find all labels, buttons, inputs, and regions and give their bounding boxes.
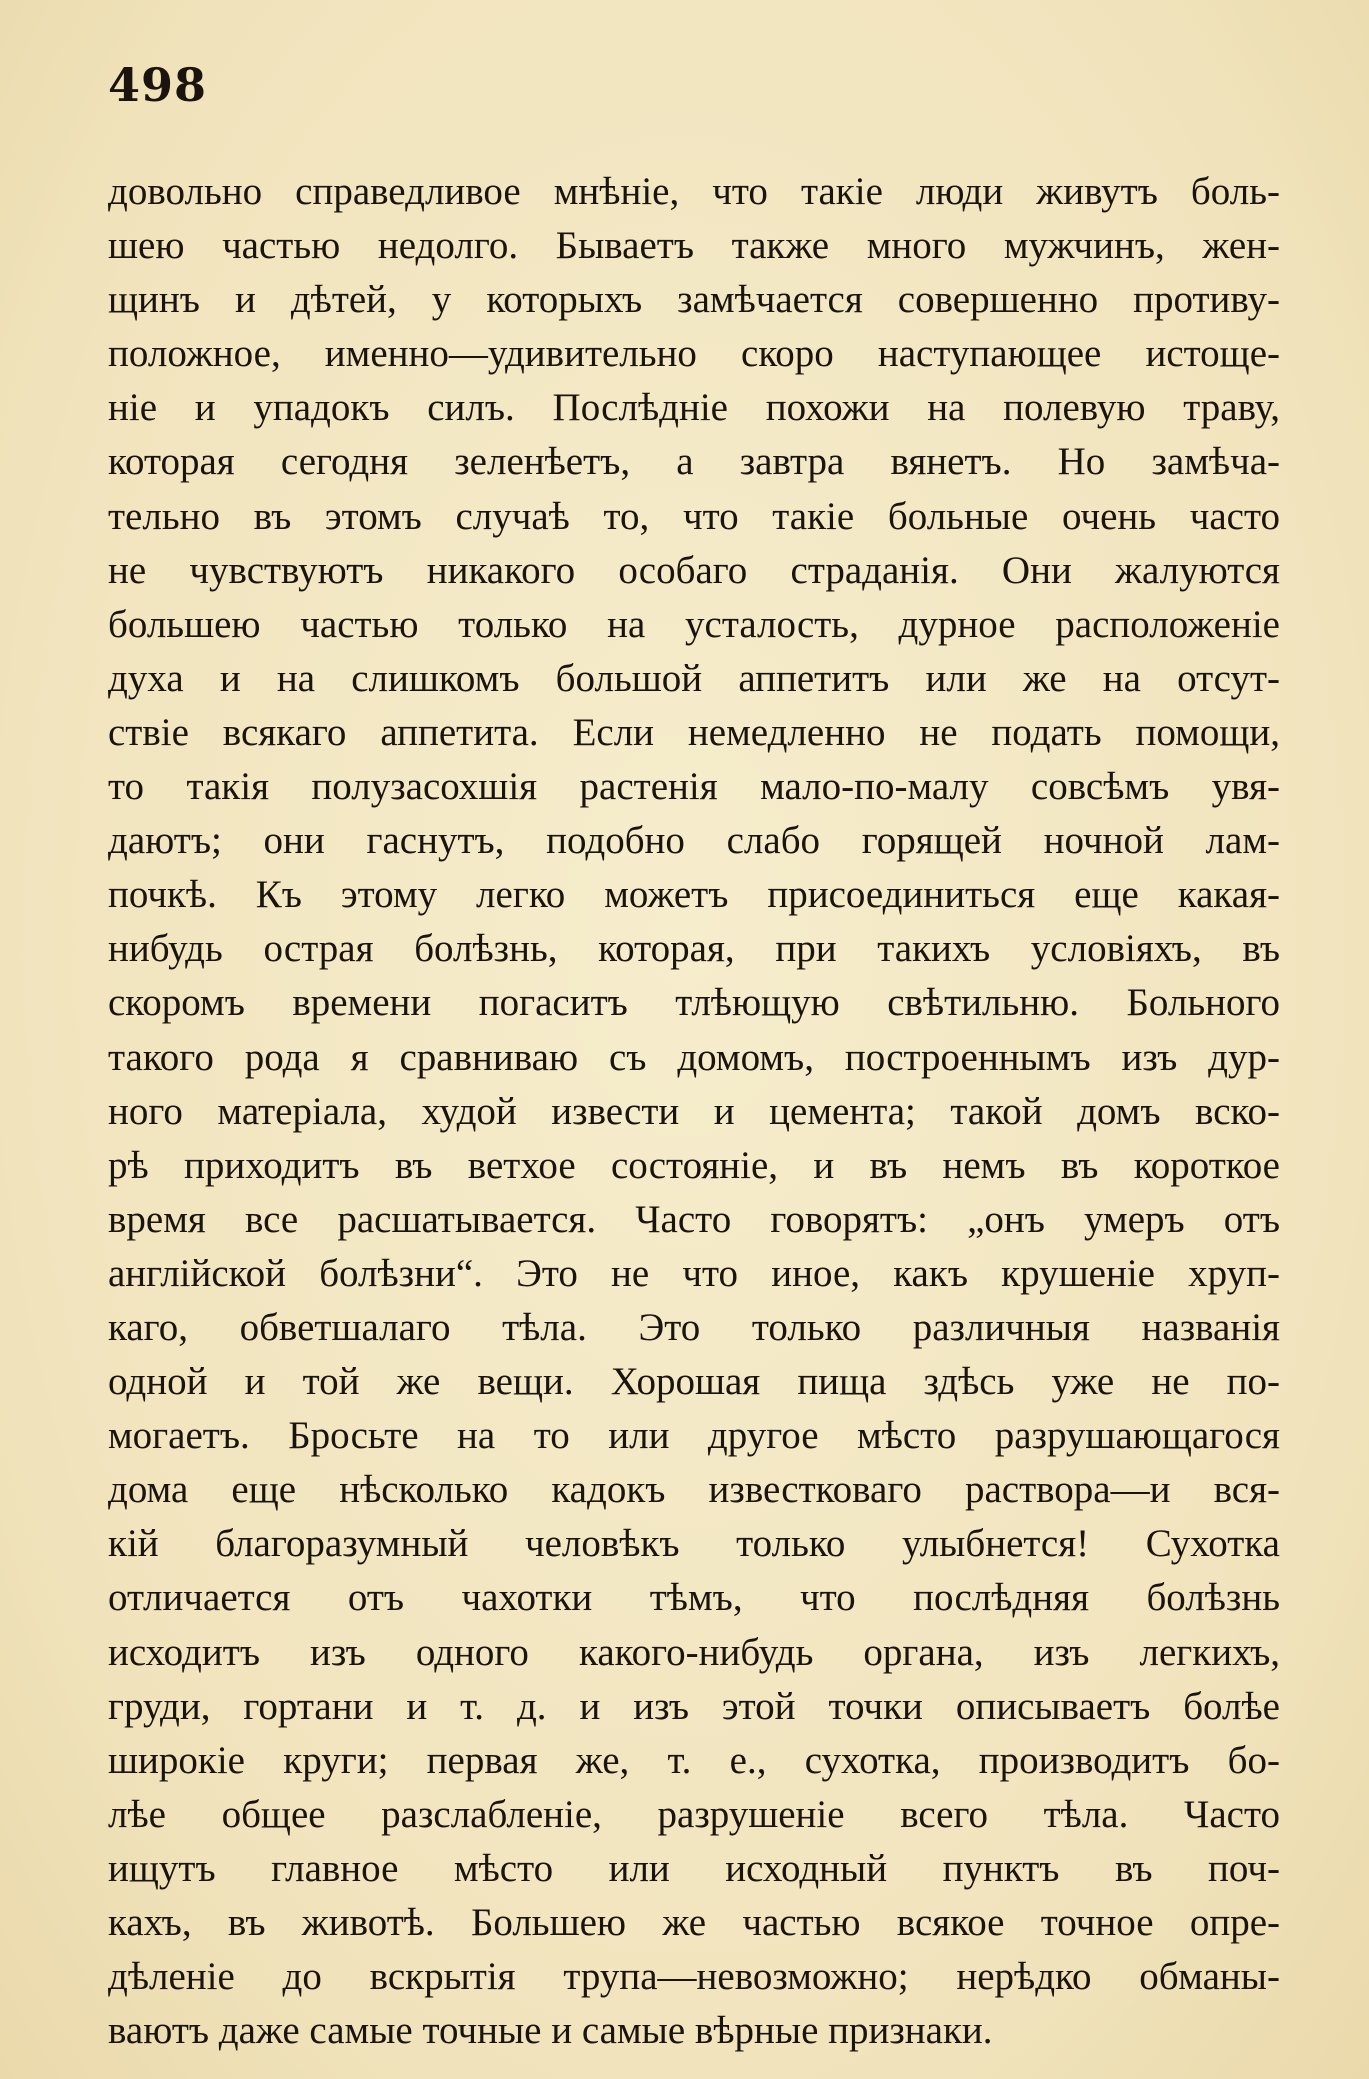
text-line: шею частью недолго. Бываетъ также много мужчинъ, жен- xyxy=(108,224,1280,268)
text-line: довольно справедливое мнѣніе, что такіе люди живутъ боль- xyxy=(108,170,1280,213)
text-line: кій благоразумный человѣкъ только улыбнется! Сухотка xyxy=(108,1522,1280,1566)
text-line: отличается отъ чахотки тѣмъ, что послѣдняя болѣзнь xyxy=(108,1576,1280,1620)
text-line: лѣе общее разслабленіе, разрушеніе всего тѣла. Часто xyxy=(108,1792,1280,1836)
text-line: груди, гортани и т. д. и изъ этой точки описываетъ болѣе xyxy=(108,1684,1280,1728)
text-line: ствіе всякаго аппетита. Если немедленно не подать помощи, xyxy=(108,710,1280,754)
text-line: большею частью только на усталость, дурное расположеніе xyxy=(108,602,1280,646)
text-line: духа и на слишкомъ большой аппетитъ или же на отсут- xyxy=(108,656,1280,700)
text-line: то такія полузасохшія растенія мало-по-малу совсѣмъ увя- xyxy=(108,765,1280,809)
text-line: время все расшатывается. Часто говорятъ: „онъ умеръ отъ xyxy=(108,1197,1280,1241)
text-line: дома еще нѣсколько кадокъ известковаго раствора—и вся- xyxy=(108,1468,1280,1512)
text-line: широкіе круги; первая же, т. е., сухотка, производитъ бо- xyxy=(108,1738,1280,1782)
text-line: одной и той же вещи. Хорошая пища здѣсь уже не по- xyxy=(108,1360,1280,1404)
page-number: 498 xyxy=(108,58,208,112)
text-line: не чувствуютъ никакого особаго страданія. Они жалуются xyxy=(108,548,1280,592)
text-line: ваютъ даже самые точные и самые вѣрные признаки. xyxy=(108,2009,993,2053)
text-line: могаетъ. Бросьте на то или другое мѣсто разрушающагося xyxy=(108,1414,1280,1458)
text-line: ищутъ главное мѣсто или исходный пунктъ въ поч- xyxy=(108,1846,1280,1890)
text-line: рѣ приходитъ въ ветхое состояніе, и въ немъ въ короткое xyxy=(108,1143,1280,1187)
text-line: тельно въ этомъ случаѣ то, что такіе больные очень часто xyxy=(108,494,1280,538)
text-line: нибудь острая болѣзнь, которая, при такихъ условіяхъ, въ xyxy=(108,927,1280,971)
text-line: даютъ; они гаснутъ, подобно слабо горящей ночной лам- xyxy=(108,819,1280,863)
body-text xyxy=(108,165,1280,2058)
text-line: положное, именно—удивительно скоро наступающее истоще- xyxy=(108,332,1280,376)
text-line: такого рода я сравниваю съ домомъ, построеннымъ изъ дур- xyxy=(108,1035,1280,1079)
text-line: скоромъ времени погаситъ тлѣющую свѣтильню. Больного xyxy=(108,981,1280,1025)
text-line: исходитъ изъ одного какого-нибудь органа, изъ легкихъ, xyxy=(108,1630,1280,1674)
text-line: которая сегодня зеленѣетъ, а завтра вянетъ. Но замѣча- xyxy=(108,440,1280,484)
text-line: дѣленіе до вскрытія трупа—невозможно; нерѣдко обманы- xyxy=(108,1955,1280,1999)
text-line: ного матеріала, худой извести и цемента; такой домъ вско- xyxy=(108,1089,1280,1133)
text-line: англійской болѣзни“. Это не что иное, какъ крушеніе хруп- xyxy=(108,1251,1280,1295)
text-line: каго, обветшалаго тѣла. Это только различныя названія xyxy=(108,1305,1280,1349)
text-line: ніе и упадокъ силъ. Послѣдніе похожи на полевую траву, xyxy=(108,386,1280,430)
text-line: щинъ и дѣтей, у которыхъ замѣчается совершенно противу- xyxy=(108,278,1280,322)
text-line: почкѣ. Къ этому легко можетъ присоединиться еще какая- xyxy=(108,873,1280,917)
text-line: кахъ, въ животѣ. Большею же частью всякое точное опре- xyxy=(108,1901,1280,1944)
